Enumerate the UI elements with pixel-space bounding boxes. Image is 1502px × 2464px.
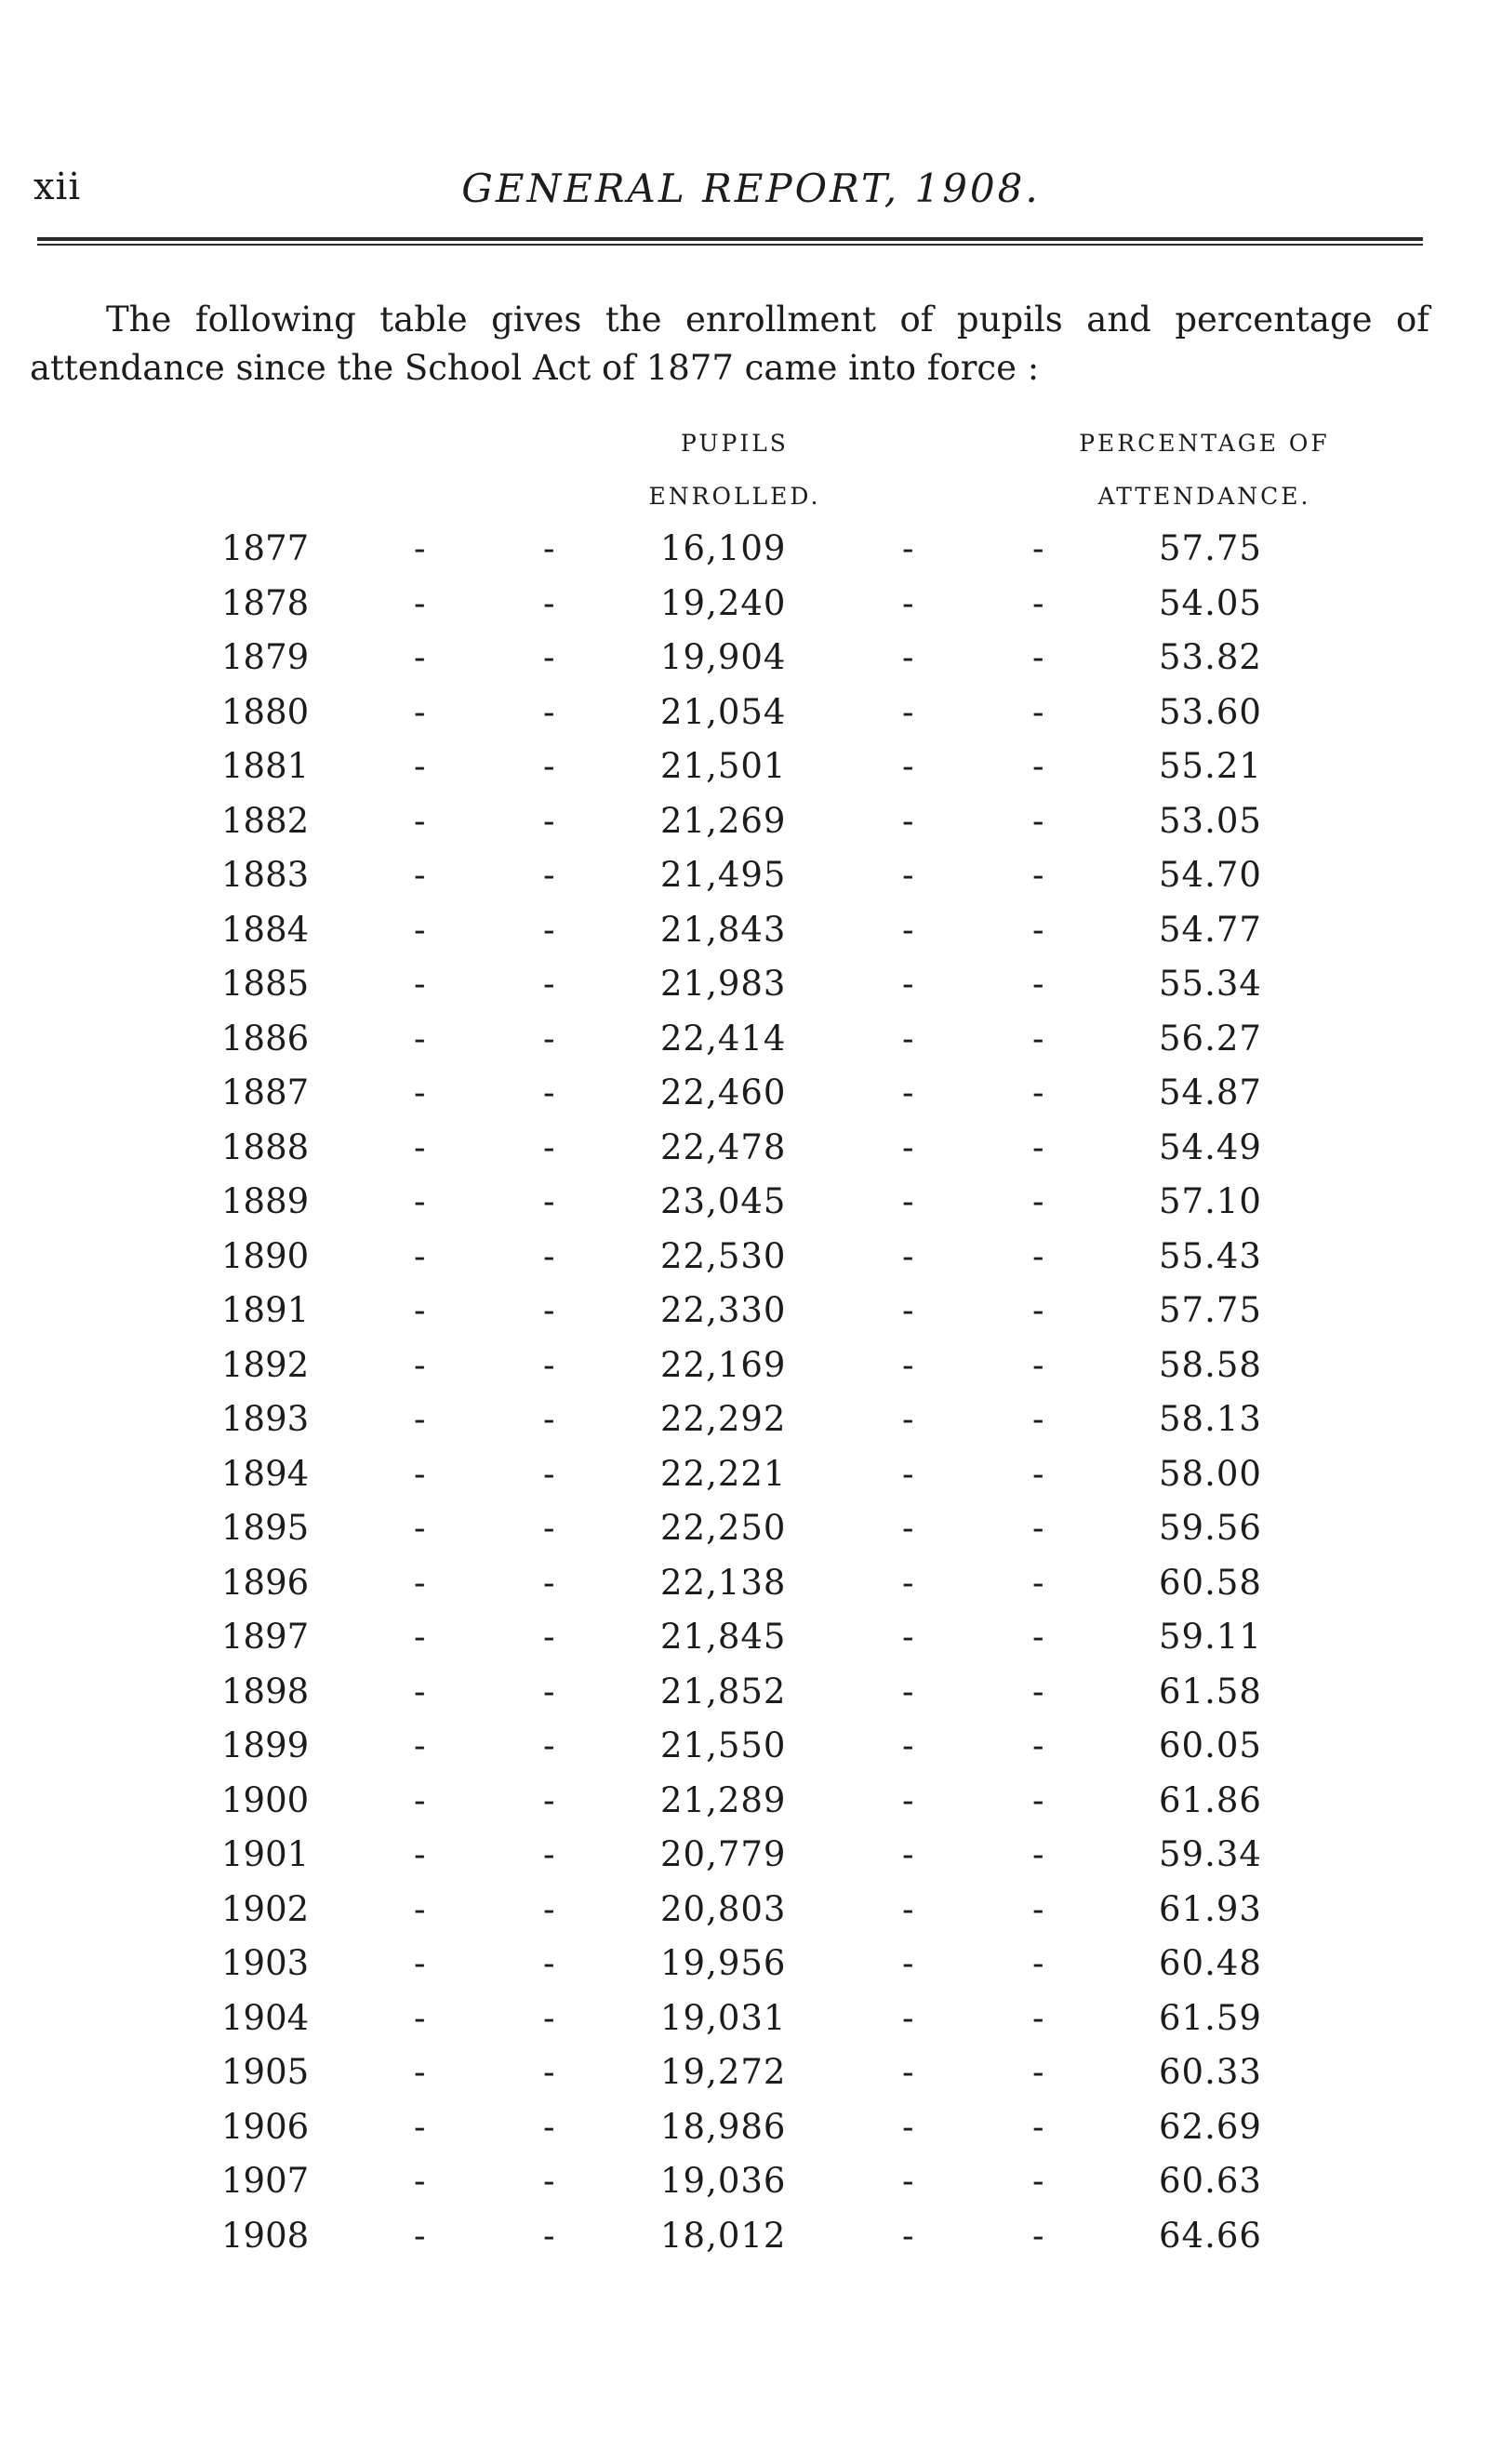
header-rule <box>37 237 1423 246</box>
pupils-enrolled-cell: 21,269 <box>660 800 787 841</box>
pupils-enrolled-cell: 19,272 <box>660 2052 787 2092</box>
year-cell: 1901 <box>221 1834 310 1874</box>
separator-dash: - <box>414 909 426 950</box>
table-row <box>0 1127 1502 1182</box>
attendance-percentage-cell: 60.05 <box>1159 1725 1262 1765</box>
separator-dash: - <box>902 1235 914 1276</box>
attendance-percentage-cell: 61.93 <box>1159 1888 1262 1929</box>
year-cell: 1886 <box>221 1018 310 1059</box>
separator-dash: - <box>543 2161 555 2201</box>
year-cell: 1893 <box>221 1399 310 1439</box>
pupils-enrolled-cell: 22,250 <box>660 1508 787 1548</box>
year-cell: 1905 <box>221 2052 310 2092</box>
page-number: xii <box>33 166 82 208</box>
separator-dash: - <box>543 2215 555 2256</box>
separator-dash: - <box>1032 1072 1044 1112</box>
separator-dash: - <box>902 1671 914 1711</box>
separator-dash: - <box>414 637 426 677</box>
pupils-enrolled-cell: 22,530 <box>660 1235 787 1276</box>
attendance-percentage-cell: 61.59 <box>1159 1997 1262 2038</box>
pupils-enrolled-cell: 20,803 <box>660 1888 787 1929</box>
table-row <box>0 1072 1502 1127</box>
pupils-enrolled-cell: 22,478 <box>660 1126 787 1167</box>
table-row <box>0 801 1502 856</box>
attendance-percentage-cell: 54.87 <box>1159 1072 1262 1112</box>
table-row <box>0 1998 1502 2053</box>
year-cell: 1904 <box>221 1997 310 2038</box>
separator-dash: - <box>1032 637 1044 677</box>
separator-dash: - <box>902 1888 914 1929</box>
separator-dash: - <box>1032 1399 1044 1439</box>
table-row <box>0 1181 1502 1236</box>
year-cell: 1879 <box>221 637 310 677</box>
separator-dash: - <box>543 1834 555 1874</box>
separator-dash: - <box>902 746 914 786</box>
separator-dash: - <box>1032 746 1044 786</box>
separator-dash: - <box>902 800 914 841</box>
pupils-enrolled-cell: 23,045 <box>660 1181 787 1221</box>
pupils-enrolled-cell: 22,292 <box>660 1399 787 1439</box>
separator-dash: - <box>414 1997 426 2038</box>
table-row <box>0 2161 1502 2216</box>
separator-dash: - <box>1032 1725 1044 1765</box>
pupils-enrolled-cell: 22,138 <box>660 1562 787 1603</box>
separator-dash: - <box>1032 1126 1044 1167</box>
table-row <box>0 1780 1502 1835</box>
separator-dash: - <box>902 637 914 677</box>
separator-dash: - <box>414 2161 426 2201</box>
attendance-percentage-cell: 60.33 <box>1159 2052 1262 2092</box>
separator-dash: - <box>543 855 555 895</box>
separator-dash: - <box>902 1072 914 1112</box>
pupils-enrolled-cell: 21,852 <box>660 1671 787 1711</box>
table-row <box>0 1889 1502 1944</box>
separator-dash: - <box>414 1888 426 1929</box>
year-cell: 1885 <box>221 964 310 1004</box>
separator-dash: - <box>543 1018 555 1059</box>
separator-dash: - <box>1032 1181 1044 1221</box>
separator-dash: - <box>543 800 555 841</box>
table-row <box>0 1508 1502 1563</box>
year-cell: 1877 <box>221 528 310 568</box>
attendance-percentage-cell: 54.77 <box>1159 909 1262 950</box>
year-cell: 1880 <box>221 691 310 732</box>
separator-dash: - <box>414 1181 426 1221</box>
separator-dash: - <box>902 2215 914 2256</box>
table-row <box>0 1725 1502 1780</box>
pupils-enrolled-cell: 16,109 <box>660 528 787 568</box>
attendance-percentage-cell: 59.34 <box>1159 1834 1262 1874</box>
separator-dash: - <box>414 1671 426 1711</box>
attendance-percentage-cell: 61.58 <box>1159 1671 1262 1711</box>
attendance-percentage-cell: 57.75 <box>1159 1290 1262 1330</box>
table-row <box>0 1617 1502 1672</box>
separator-dash: - <box>414 1399 426 1439</box>
table-row <box>0 746 1502 801</box>
attendance-percentage-cell: 60.48 <box>1159 1943 1262 1983</box>
separator-dash: - <box>1032 528 1044 568</box>
table-row <box>0 855 1502 910</box>
separator-dash: - <box>902 1508 914 1548</box>
table-row <box>0 1454 1502 1509</box>
table-row <box>0 583 1502 638</box>
table-row <box>0 1563 1502 1618</box>
separator-dash: - <box>902 1943 914 1983</box>
separator-dash: - <box>902 528 914 568</box>
pupils-enrolled-cell: 18,986 <box>660 2106 787 2147</box>
attendance-percentage-cell: 59.56 <box>1159 1508 1262 1548</box>
separator-dash: - <box>543 1671 555 1711</box>
separator-dash: - <box>543 2106 555 2147</box>
separator-dash: - <box>414 1562 426 1603</box>
separator-dash: - <box>902 2161 914 2201</box>
pupils-enrolled-cell: 21,289 <box>660 1779 787 1820</box>
pupils-enrolled-cell: 21,845 <box>660 1617 787 1657</box>
pupils-enrolled-cell: 19,036 <box>660 2161 787 2201</box>
separator-dash: - <box>902 2106 914 2147</box>
column-header-line: PERCENTAGE OF <box>1079 430 1330 457</box>
pupils-enrolled-cell: 22,221 <box>660 1453 787 1494</box>
table-row <box>0 528 1502 583</box>
separator-dash: - <box>543 1617 555 1657</box>
separator-dash: - <box>902 1344 914 1385</box>
separator-dash: - <box>543 746 555 786</box>
separator-dash: - <box>1032 582 1044 623</box>
attendance-percentage-cell: 53.05 <box>1159 800 1262 841</box>
running-head: GENERAL REPORT, 1908. <box>461 166 1041 211</box>
separator-dash: - <box>543 1126 555 1167</box>
separator-dash: - <box>414 1072 426 1112</box>
separator-dash: - <box>1032 1997 1044 2038</box>
attendance-percentage-cell: 58.13 <box>1159 1399 1262 1439</box>
separator-dash: - <box>1032 2161 1044 2201</box>
year-cell: 1899 <box>221 1725 310 1765</box>
attendance-percentage-cell: 60.63 <box>1159 2161 1262 2201</box>
separator-dash: - <box>414 1617 426 1657</box>
separator-dash: - <box>414 746 426 786</box>
separator-dash: - <box>543 964 555 1004</box>
separator-dash: - <box>1032 691 1044 732</box>
separator-dash: - <box>543 1290 555 1330</box>
separator-dash: - <box>414 2052 426 2092</box>
attendance-percentage-cell: 54.05 <box>1159 582 1262 623</box>
separator-dash: - <box>543 528 555 568</box>
table-row <box>0 1943 1502 1998</box>
separator-dash: - <box>414 1779 426 1820</box>
pupils-enrolled-cell: 21,054 <box>660 691 787 732</box>
year-cell: 1888 <box>221 1126 310 1167</box>
attendance-percentage-cell: 57.10 <box>1159 1181 1262 1221</box>
year-cell: 1898 <box>221 1671 310 1711</box>
separator-dash: - <box>902 1181 914 1221</box>
table-row <box>0 1290 1502 1345</box>
separator-dash: - <box>1032 1617 1044 1657</box>
separator-dash: - <box>414 528 426 568</box>
table-row <box>0 692 1502 747</box>
separator-dash: - <box>543 1508 555 1548</box>
separator-dash: - <box>902 1725 914 1765</box>
column-header-line: ENROLLED. <box>648 483 821 510</box>
pupils-enrolled-cell: 21,495 <box>660 855 787 895</box>
pupils-enrolled-cell: 22,169 <box>660 1344 787 1385</box>
pupils-enrolled-cell: 21,843 <box>660 909 787 950</box>
column-header-line: PUPILS <box>681 430 789 457</box>
separator-dash: - <box>543 1344 555 1385</box>
separator-dash: - <box>902 1018 914 1059</box>
separator-dash: - <box>543 1181 555 1221</box>
table-row <box>0 1345 1502 1400</box>
separator-dash: - <box>902 1834 914 1874</box>
pupils-enrolled-cell: 19,904 <box>660 637 787 677</box>
year-cell: 1906 <box>221 2106 310 2147</box>
pupils-enrolled-cell: 22,330 <box>660 1290 787 1330</box>
separator-dash: - <box>902 1562 914 1603</box>
separator-dash: - <box>543 691 555 732</box>
pupils-enrolled-cell: 18,012 <box>660 2215 787 2256</box>
separator-dash: - <box>414 964 426 1004</box>
separator-dash: - <box>1032 1943 1044 1983</box>
separator-dash: - <box>902 2052 914 2092</box>
table-row <box>0 1672 1502 1726</box>
separator-dash: - <box>902 964 914 1004</box>
separator-dash: - <box>1032 1290 1044 1330</box>
year-cell: 1887 <box>221 1072 310 1112</box>
separator-dash: - <box>414 1508 426 1548</box>
attendance-percentage-cell: 60.58 <box>1159 1562 1262 1603</box>
pupils-enrolled-cell: 21,501 <box>660 746 787 786</box>
attendance-percentage-cell: 55.43 <box>1159 1235 1262 1276</box>
column-header-pupils-enrolled <box>595 417 874 523</box>
attendance-percentage-cell: 53.60 <box>1159 691 1262 732</box>
year-cell: 1891 <box>221 1290 310 1330</box>
separator-dash: - <box>543 637 555 677</box>
year-cell: 1881 <box>221 746 310 786</box>
separator-dash: - <box>414 1290 426 1330</box>
separator-dash: - <box>543 1399 555 1439</box>
separator-dash: - <box>414 1235 426 1276</box>
table-row <box>0 2107 1502 2162</box>
separator-dash: - <box>414 1943 426 1983</box>
table-row <box>0 1399 1502 1454</box>
separator-dash: - <box>1032 1235 1044 1276</box>
separator-dash: - <box>1032 855 1044 895</box>
column-header-percentage-attendance <box>1032 417 1376 523</box>
attendance-percentage-cell: 59.11 <box>1159 1617 1262 1657</box>
separator-dash: - <box>902 1997 914 2038</box>
year-cell: 1900 <box>221 1779 310 1820</box>
attendance-percentage-cell: 57.75 <box>1159 528 1262 568</box>
separator-dash: - <box>543 1779 555 1820</box>
separator-dash: - <box>1032 1018 1044 1059</box>
attendance-percentage-cell: 55.21 <box>1159 746 1262 786</box>
table-row <box>0 2052 1502 2107</box>
year-cell: 1878 <box>221 582 310 623</box>
year-cell: 1894 <box>221 1453 310 1494</box>
pupils-enrolled-cell: 19,240 <box>660 582 787 623</box>
table-row <box>0 1236 1502 1291</box>
year-cell: 1903 <box>221 1943 310 1983</box>
table-row <box>0 637 1502 692</box>
attendance-percentage-cell: 62.69 <box>1159 2106 1262 2147</box>
attendance-percentage-cell: 55.34 <box>1159 964 1262 1004</box>
table-row <box>0 1019 1502 1073</box>
separator-dash: - <box>414 1725 426 1765</box>
separator-dash: - <box>902 909 914 950</box>
year-cell: 1892 <box>221 1344 310 1385</box>
separator-dash: - <box>414 1834 426 1874</box>
separator-dash: - <box>1032 1453 1044 1494</box>
separator-dash: - <box>1032 1562 1044 1603</box>
separator-dash: - <box>543 1888 555 1929</box>
year-cell: 1908 <box>221 2215 310 2256</box>
separator-dash: - <box>1032 2215 1044 2256</box>
pupils-enrolled-cell: 20,779 <box>660 1834 787 1874</box>
attendance-percentage-cell: 53.82 <box>1159 637 1262 677</box>
separator-dash: - <box>543 2052 555 2092</box>
pupils-enrolled-cell: 19,031 <box>660 1997 787 2038</box>
pupils-enrolled-cell: 21,550 <box>660 1725 787 1765</box>
year-cell: 1889 <box>221 1181 310 1221</box>
separator-dash: - <box>414 691 426 732</box>
separator-dash: - <box>1032 1779 1044 1820</box>
separator-dash: - <box>902 1779 914 1820</box>
attendance-percentage-cell: 58.00 <box>1159 1453 1262 1494</box>
column-header-line: ATTENDANCE. <box>1097 483 1311 510</box>
separator-dash: - <box>1032 1834 1044 1874</box>
separator-dash: - <box>902 1290 914 1330</box>
attendance-percentage-cell: 54.49 <box>1159 1126 1262 1167</box>
separator-dash: - <box>1032 1508 1044 1548</box>
year-cell: 1882 <box>221 800 310 841</box>
separator-dash: - <box>414 800 426 841</box>
separator-dash: - <box>414 1453 426 1494</box>
table-row <box>0 964 1502 1019</box>
separator-dash: - <box>543 1235 555 1276</box>
separator-dash: - <box>1032 1344 1044 1385</box>
separator-dash: - <box>1032 2052 1044 2092</box>
separator-dash: - <box>902 1617 914 1657</box>
attendance-percentage-cell: 58.58 <box>1159 1344 1262 1385</box>
separator-dash: - <box>543 1943 555 1983</box>
separator-dash: - <box>414 2215 426 2256</box>
attendance-percentage-cell: 64.66 <box>1159 2215 1262 2256</box>
year-cell: 1902 <box>221 1888 310 1929</box>
attendance-percentage-cell: 56.27 <box>1159 1018 1262 1059</box>
separator-dash: - <box>543 1072 555 1112</box>
year-cell: 1884 <box>221 909 310 950</box>
separator-dash: - <box>543 1562 555 1603</box>
year-cell: 1897 <box>221 1617 310 1657</box>
pupils-enrolled-cell: 21,983 <box>660 964 787 1004</box>
pupils-enrolled-cell: 19,956 <box>660 1943 787 1983</box>
separator-dash: - <box>902 1126 914 1167</box>
separator-dash: - <box>1032 909 1044 950</box>
separator-dash: - <box>414 855 426 895</box>
separator-dash: - <box>543 1453 555 1494</box>
separator-dash: - <box>1032 964 1044 1004</box>
separator-dash: - <box>543 582 555 623</box>
separator-dash: - <box>414 1018 426 1059</box>
year-cell: 1895 <box>221 1508 310 1548</box>
separator-dash: - <box>414 2106 426 2147</box>
intro-paragraph: The following table gives the enrollment of pupils and percentage of attendance since the School Act of 1877 came into force : <box>30 300 1429 388</box>
attendance-percentage-cell: 54.70 <box>1159 855 1262 895</box>
table-row <box>0 2216 1502 2271</box>
separator-dash: - <box>1032 2106 1044 2147</box>
table-row <box>0 910 1502 965</box>
enrollment-table <box>0 528 1502 2270</box>
separator-dash: - <box>902 582 914 623</box>
separator-dash: - <box>902 855 914 895</box>
separator-dash: - <box>543 1725 555 1765</box>
pupils-enrolled-cell: 22,414 <box>660 1018 787 1059</box>
separator-dash: - <box>1032 800 1044 841</box>
separator-dash: - <box>1032 1671 1044 1711</box>
separator-dash: - <box>543 909 555 950</box>
year-cell: 1896 <box>221 1562 310 1603</box>
separator-dash: - <box>414 1344 426 1385</box>
table-row <box>0 1834 1502 1889</box>
separator-dash: - <box>902 691 914 732</box>
year-cell: 1907 <box>221 2161 310 2201</box>
year-cell: 1890 <box>221 1235 310 1276</box>
separator-dash: - <box>414 582 426 623</box>
separator-dash: - <box>902 1453 914 1494</box>
separator-dash: - <box>1032 1888 1044 1929</box>
separator-dash: - <box>414 1126 426 1167</box>
separator-dash: - <box>543 1997 555 2038</box>
separator-dash: - <box>902 1399 914 1439</box>
pupils-enrolled-cell: 22,460 <box>660 1072 787 1112</box>
year-cell: 1883 <box>221 855 310 895</box>
attendance-percentage-cell: 61.86 <box>1159 1779 1262 1820</box>
